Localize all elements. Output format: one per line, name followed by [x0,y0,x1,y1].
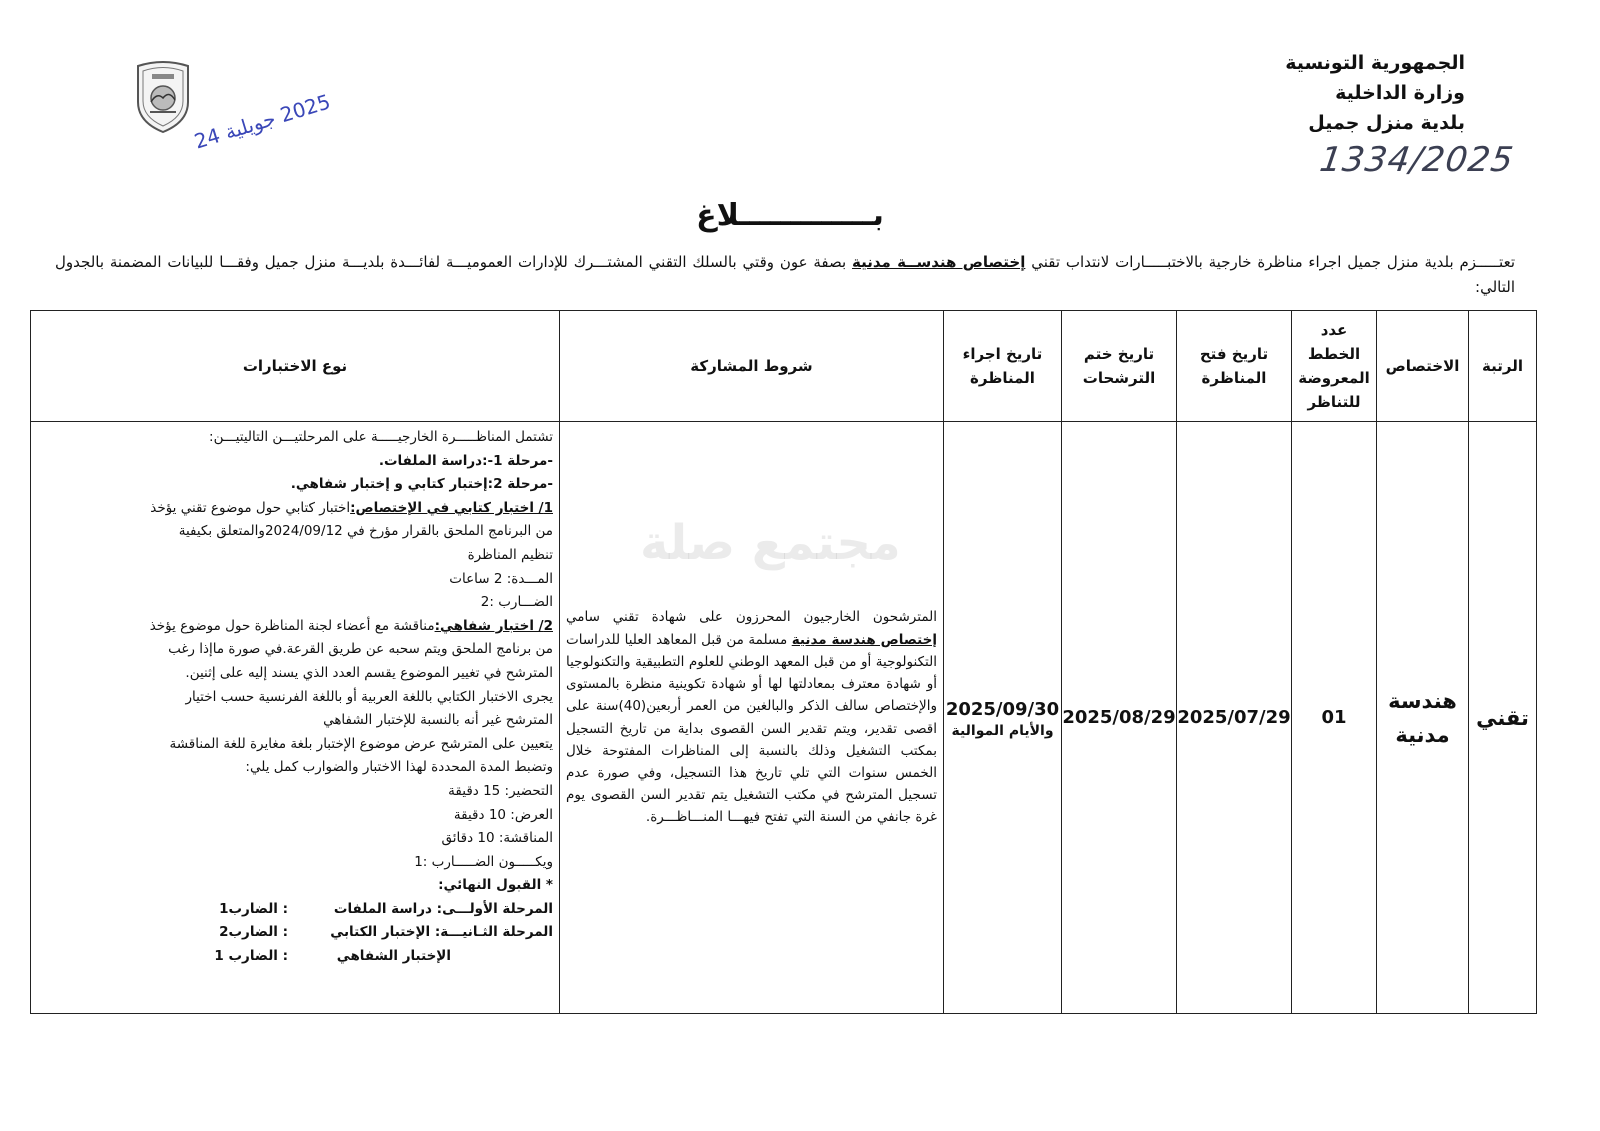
watermark: مجتمع صلة [640,515,901,571]
cell-positions: 01 [1292,422,1377,1014]
final-admission-row-3 [37,945,553,969]
table-header-row [31,311,1537,422]
written-exam-text: اختبار كتابي حول موضوع تقني يؤخذ [150,499,351,516]
exam-line-19: ويكـــــون الضـــــارب :1 [414,853,553,870]
municipality-logo-icon [132,58,194,134]
conditions-text-2: مسلمة من قبل المعاهد العليا للدراسات التكنولوجية أو من قبل المعهد الوطني للعلوم التطبيقية والتكنولوجيا أو شهادة معترف بمعادلتها لها أو شهادة تكوينية منظرة بالمستوى والإختصاص سالف الذكر والبالغين من العمر أربعين(40)سنة على اقصى تقدير، ويتم تقدير السن القصوى بداية من تاريخ التسجيل بمكتب التشغيل وذلك بالنسبة إلى المناظرات المفتوحة خلال الخمس سنوات التي تلي تاريخ هذا التسجيل، وفي صورة عدم تسجيل المترشح في مكتب التشغيل يتم تقدير السن القصوى يوم غرة جانفي من السنة التي تفتح فيهـــا المنـــاظـــرة. [566,631,937,826]
final-coef-2: : الضارب2 [219,924,288,941]
date-stamp: 2025 جويلية 24 [191,89,334,154]
final-stage-1: المرحلة الأولـــى: دراسة الملفات [333,900,553,917]
letterhead-ministry: وزارة الداخلية [1335,82,1465,104]
written-exam-heading: 1/ اختبار كتابي في الإختصاص: [350,499,553,516]
exam-line-15: وتضبط المدة المحددة لهذا الاختبار والضوارب كمل يلي: [245,759,553,776]
intro-text-2: بصفة عون وقتي بالسلك التقني المشتـــرك للإدارات العموميـــة لفائـــدة بلديـــة منزل جميل وفقـــا للبيانات المضمنة بالجدول التالي: [55,253,1515,296]
cell-specialty: هندسة مدنية [1377,422,1469,1014]
exam-date-note: والأيام الموالية [951,722,1054,739]
final-coef-1: : الضارب1 [219,900,288,917]
exam-line-16: التحضير: 15 دقيقة [448,782,553,799]
intro-highlight: إختصاص هندســة مدنية [852,253,1026,271]
exam-line-9 [37,615,553,639]
letterhead-republic: الجمهورية التونسية [1285,52,1465,74]
exam-line-6: تنظيم المناظرة [467,546,553,563]
header-specialty: الاختصاص [1377,311,1469,422]
exam-line-11: المترشح في تغيير الموضوع يقسم العدد الذي يسند إليه على إثنين. [185,664,553,681]
table-row [31,422,1537,1014]
header-exam-date: تاريخ اجراء المناظرة [944,311,1062,422]
reference-number: 1334/2025 [1317,140,1517,180]
header-close-date: تاريخ ختم الترشحات [1062,311,1177,422]
final-admission-row-2 [37,921,553,945]
final-stage-2: المرحلة الثـانيـــة: الإختبار الكتابي [330,924,553,941]
final-coef-3: : الضارب 1 [214,948,288,965]
exam-line-8: الضـــارب :2 [480,594,553,611]
exam-line-3: -مرحلة 2:إختبار كتابي و إختبار شفاهي. [290,476,553,493]
conditions-highlight: إختصاص هندسة مدنية [791,631,937,648]
header-positions: عدد الخطط المعروضة للتناظر [1292,311,1377,422]
exam-date-value: 2025/09/30 [945,698,1060,720]
competition-table [30,310,1537,1014]
exam-line-7: المـــدة: 2 ساعات [449,570,553,587]
oral-exam-heading: 2/ اختبار شفاهي: [434,617,553,634]
header-open-date: تاريخ فتح المناظرة [1177,311,1292,422]
exam-line-1: تشتمل المناظـــــرة الخارجيـــــة على المرحلتيـــن التاليتيـــن: [209,429,553,445]
cell-exam-types [31,422,560,1014]
header-conditions: شروط المشاركة [560,311,944,422]
exam-line-18: المناقشة: 10 دقائق [441,830,553,847]
intro-paragraph [55,250,1515,300]
intro-text-1: تعتـــــزم بلدية منزل جميل اجراء مناظرة خارجية بالاختبـــــارات لانتداب تقني [1025,253,1515,271]
exam-line-4 [37,497,553,521]
exam-line-12: يجرى الاختبار الكتابي باللغة العربية أو باللغة الفرنسية حسب اختيار [185,688,553,705]
final-stage-3: الإختبار الشفاهي [336,948,451,965]
cell-open-date: 2025/07/29 [1177,422,1292,1014]
exam-line-20: * القبول النهائي: [438,877,553,894]
exam-line-10: من برنامج الملحق ويتم سحبه عن طريق القرعة.في صورة ماإذا رغب [168,641,553,658]
cell-rank: تقني [1469,422,1537,1014]
page-title: بـــــــــــــلاغ [696,198,884,233]
cell-conditions [560,422,944,1014]
conditions-text-1: المترشحون الخارجيون المحرزون على شهادة تقني سامي [566,609,937,626]
letterhead [1285,48,1465,138]
oral-exam-text: مناقشة مع أعضاء لجنة المناظرة حول موضوع يؤخذ [149,617,435,634]
exam-line-2: -مرحلة 1-:دراسة الملفات. [378,452,553,469]
cell-close-date: 2025/08/29 [1062,422,1177,1014]
exam-line-13: المترشح غير أنه بالنسبة للإختبار الشفاهي [323,712,553,729]
exam-line-17: العرض: 10 دقيقة [453,806,553,823]
header-exam-types: نوع الاختبارات [31,311,560,422]
letterhead-municipality: بلدية منزل جميل [1308,112,1465,134]
cell-exam-date [944,422,1062,1014]
header-rank: الرتبة [1469,311,1537,422]
exam-line-14: يتعيين على المترشح عرض موضوع الإختبار بلغة مغايرة للغة المناقشة [169,735,553,752]
exam-line-5: من البرنامج الملحق بالقرار مؤرخ في 2024/09/12والمتعلق بكيفية [178,523,553,540]
final-admission-row-1 [37,898,553,922]
